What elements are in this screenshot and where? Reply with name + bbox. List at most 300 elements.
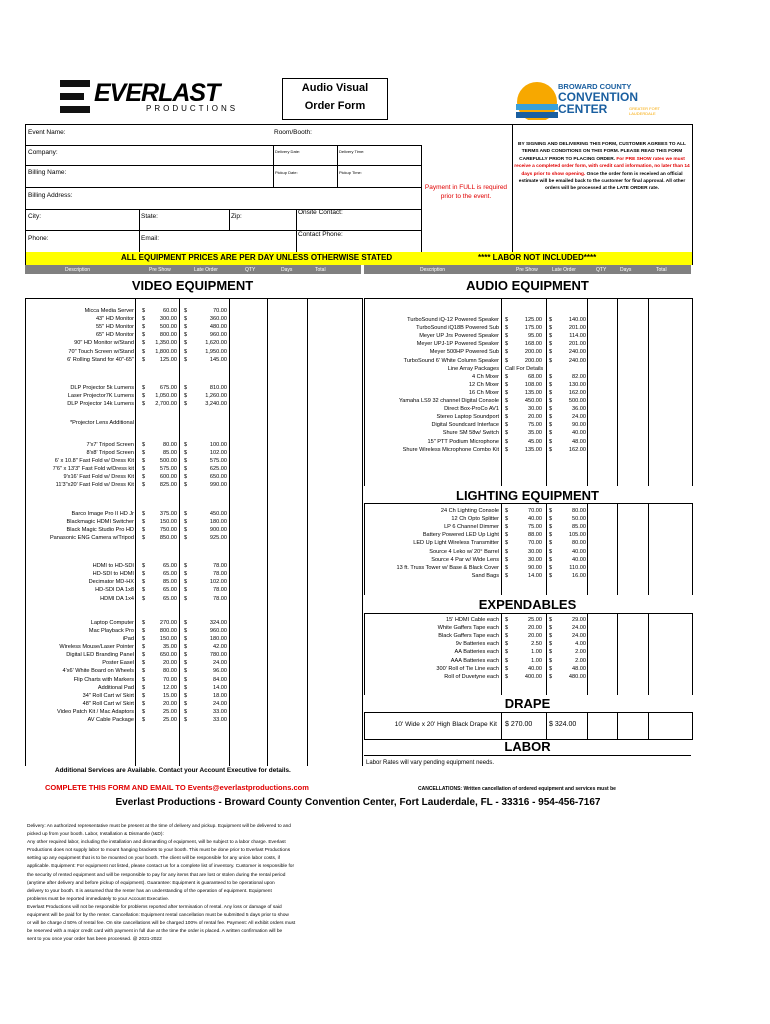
item-description: 9'x16' Fast Fold w/ Dress Kit (63, 474, 134, 481)
dollar-sign: $ (505, 633, 509, 640)
item-description: LP 6 Channel Dimmer (444, 524, 499, 531)
dollar-sign: $ (505, 446, 509, 453)
legal-line: (anytime after delivery and before pickup of equipment). Guarantee: Equipment is guaranteed to be operational upon (27, 880, 275, 886)
dollar-sign: $ (505, 508, 509, 514)
late-order-price: 360.00 (209, 316, 227, 323)
table-row (26, 643, 362, 651)
dollar-sign: $ (142, 636, 146, 643)
pre-show-price: 70.00 (528, 540, 542, 547)
late-order-price: 100.00 (209, 441, 227, 448)
table-row (26, 449, 362, 457)
table-row (26, 619, 362, 627)
dollar-sign: $ (505, 524, 509, 531)
dollar-sign: $ (505, 357, 509, 364)
item-description: iPad (122, 636, 134, 643)
pre-show-price: 375.00 (159, 510, 177, 517)
pre-show-price: 825.00 (159, 482, 177, 489)
dollar-sign: $ (184, 668, 188, 675)
item-description: Digital LED Branding Panel (66, 652, 134, 659)
pre-show-price: 135.00 (524, 389, 542, 396)
late-order-price: 70.00 (213, 308, 227, 314)
table-row (365, 324, 692, 332)
dollar-sign: $ (184, 619, 188, 626)
table-row (365, 429, 692, 437)
item-description: 6' Rolling Stand for 40"-65" (67, 356, 134, 363)
table-row (26, 518, 362, 526)
item-description: 15' HDMI Cable each (446, 617, 499, 623)
dollar-sign: $ (142, 571, 146, 578)
table-row (26, 586, 362, 594)
dollar-sign: $ (549, 325, 553, 332)
late-order-price: 24.00 (213, 660, 227, 667)
pre-show-price: 135.00 (524, 446, 542, 453)
late-order-price: 1,620.00 (205, 340, 227, 347)
pre-show-price: 200.00 (524, 349, 542, 356)
pre-show-price: 30.00 (528, 556, 542, 563)
dollar-sign: $ (549, 625, 553, 632)
prices-banner (25, 252, 693, 265)
contact-phone-label: Contact Phone: (298, 231, 343, 238)
dollar-sign: $ (142, 441, 146, 448)
pre-show-price: 65.00 (163, 563, 177, 570)
dollar-sign: $ (549, 381, 553, 388)
dollar-sign: $ (184, 644, 188, 651)
pre-show-price: 95.00 (528, 333, 542, 340)
table-row (26, 676, 362, 684)
late-order-price: 780.00 (209, 652, 227, 659)
late-order-price: 48.00 (572, 665, 586, 672)
dollar-sign: $ (549, 649, 553, 656)
dollar-sign: $ (184, 441, 188, 448)
table-row (26, 578, 362, 586)
table-row (365, 373, 692, 381)
legal-line: sent to you once your order has been processed. @ 2021-2022 (27, 937, 162, 943)
dollar-sign: $ (549, 572, 553, 579)
late-order-price: 810.00 (209, 384, 227, 391)
item-description: Poster Easel (102, 660, 134, 667)
dollar-sign: $ (505, 572, 509, 579)
item-description: 16 Ch Mixer (468, 389, 499, 396)
pre-show-price: 450.00 (524, 398, 542, 404)
dollar-sign: $ (184, 324, 188, 331)
pre-show-price: 1,800.00 (155, 348, 177, 355)
pre-show-price: 35.00 (528, 430, 542, 437)
item-description: Shure Wireless Microphone Combo Kit (402, 446, 499, 453)
labor-box (364, 755, 691, 784)
item-description: Sand Bags (471, 572, 499, 579)
late-order-price: 1,950.00 (205, 348, 227, 355)
dollar-sign: $ (505, 657, 509, 664)
pre-show-price: 30.00 (528, 406, 542, 413)
table-row (365, 515, 692, 523)
table-row (26, 465, 362, 473)
pre-show-price: 650.00 (159, 652, 177, 659)
pre-show-price: 40.00 (528, 665, 542, 672)
late-order-price: 80.00 (572, 540, 586, 547)
item-description: DLP Projector 14k Lumens (67, 401, 134, 408)
dollar-sign: $ (549, 373, 553, 380)
legal-line: applicable. Equipment: For equipment not listed, please contact us for a complete list of inventory. Customer is responsible for (27, 864, 295, 870)
table-row (365, 616, 692, 624)
table-row (26, 700, 362, 708)
late-order-price: 18.00 (213, 692, 227, 699)
dollar-sign: $ (505, 422, 509, 429)
dollar-sign: $ (142, 474, 146, 481)
pre-show-price: 65.00 (163, 595, 177, 602)
item-description: Mac Playback Pro (88, 627, 134, 634)
item-description: Panasonic ENG Camera w/Tripod (49, 534, 134, 541)
item-description: AA Batteries each (454, 649, 499, 656)
late-order-price: 140.00 (568, 317, 586, 323)
pre-show-price: 1.00 (531, 649, 542, 656)
labor-note: Labor Rates will vary pending equipment needs. (366, 760, 495, 766)
table-row (26, 716, 362, 724)
dollar-sign: $ (505, 333, 509, 340)
table-row (365, 665, 692, 673)
dollar-sign: $ (184, 571, 188, 578)
table-row (365, 348, 692, 356)
drape-pre-price: $ 270.00 (505, 721, 533, 728)
item-description: 7'6" x 13'3" Fast Fold w/Dress kit (52, 465, 134, 472)
item-description: HDMI to HD-SDI (92, 563, 134, 570)
item-description: Digital Soundcard Interface (431, 422, 499, 429)
item-description: 13 ft. Truss Tower w/ Base & Black Cover (396, 564, 499, 571)
item-description: Shure SM 58w/ Switch (442, 430, 499, 437)
item-description: AAA Batteries each (450, 657, 499, 664)
table-row (26, 307, 362, 315)
dollar-sign: $ (142, 717, 146, 724)
late-order-price: 240.00 (568, 357, 586, 364)
pre-show-price: 12.00 (163, 684, 177, 691)
dollar-sign: $ (549, 406, 553, 413)
pickup-date-label: Pickup Date: (275, 170, 298, 175)
dollar-sign: $ (142, 700, 146, 707)
audio-table (364, 298, 693, 486)
room-booth-label: Room/Booth: (274, 129, 312, 136)
dollar-sign: $ (184, 348, 188, 355)
table-row (26, 635, 362, 643)
table-row (365, 389, 692, 397)
lighting-section-title: LIGHTING EQUIPMENT (456, 488, 599, 503)
dollar-sign: $ (142, 457, 146, 464)
late-order-price: 240.00 (568, 349, 586, 356)
item-description: Source 4 Par w/ Wide Lens (431, 556, 499, 563)
pre-show-price: 675.00 (159, 384, 177, 391)
legal-text (27, 823, 357, 944)
pre-show-price: 600.00 (159, 474, 177, 481)
item-description: 11'3"x20' Fast Fold w/ Dress Kit (55, 482, 134, 489)
video-footer-note: Additional Services are Available. Contact your Account Executive for details. (55, 767, 291, 774)
video-section-title: VIDEO EQUIPMENT (131, 278, 254, 293)
dollar-sign: $ (184, 465, 188, 472)
state-label: State: (141, 213, 158, 220)
pre-show-price: 20.00 (163, 660, 177, 667)
table-row (26, 651, 362, 659)
dollar-sign: $ (142, 684, 146, 691)
legal-line: problems must be reported immediately to your Account Executive. (27, 896, 170, 902)
table-row (365, 438, 692, 446)
pre-show-price: 125.00 (524, 317, 542, 323)
table-row (365, 657, 692, 665)
pre-show-price: 400.00 (524, 673, 542, 680)
dollar-sign: $ (184, 717, 188, 724)
late-order-price: 201.00 (568, 341, 586, 348)
pre-show-price: 1.00 (531, 657, 542, 664)
legal-line: picked up from your booth. Labor, Installation & Dismantle (I&D): (27, 832, 164, 838)
late-order-price: 162.00 (568, 446, 586, 453)
table-row (26, 627, 362, 635)
audio-column-header: Description Pre Show Late Order QTY Days Total (364, 265, 691, 274)
table-row (26, 384, 362, 392)
late-order-price: 40.00 (572, 430, 586, 437)
legal-line: Productions does not supply labor to mount hanging brackets to your booth. This must be done prior to Everlast Productions (27, 848, 291, 854)
item-description: Video Patch Kit / Mac Adaptors (56, 708, 134, 715)
late-order-price: 78.00 (213, 563, 227, 570)
pre-show-price: 200.00 (524, 357, 542, 364)
late-order-price: 78.00 (213, 595, 227, 602)
expendables-table (364, 613, 693, 695)
item-description: Blackmagic HDMI Switcher (66, 518, 134, 525)
dollar-sign: $ (142, 518, 146, 525)
legal-line: be reserved with a major credit card with payment in full due at the time the order is placed. A written confirmation will be (27, 929, 283, 935)
legal-line: equipment will be paid for by the renter. Cancellation: Equipment rental cancellation must be submitted 5 days prior to show (27, 913, 289, 919)
pre-show-price: 75.00 (528, 422, 542, 429)
pre-show-price: 60.00 (163, 308, 177, 314)
pre-show-price: 2.50 (531, 641, 542, 648)
table-row (365, 357, 692, 365)
dollar-sign: $ (505, 516, 509, 523)
dollar-sign: $ (184, 340, 188, 347)
page-title: Audio Visual Order Form (282, 78, 388, 120)
dollar-sign: $ (184, 356, 188, 363)
pre-show-price: 75.00 (528, 524, 542, 531)
item-description: 4 Ch Mixer (471, 373, 499, 380)
dollar-sign: $ (142, 393, 146, 400)
item-description: 24 Ch Lighting Console (440, 508, 499, 514)
dollar-sign: $ (505, 617, 509, 623)
table-row (26, 692, 362, 700)
late-order-price: 40.00 (572, 548, 586, 555)
lighting-table (364, 503, 693, 595)
item-description: HDMI DA 1x4 (100, 595, 134, 602)
dollar-sign: $ (505, 349, 509, 356)
bccc-logo (508, 76, 688, 124)
item-description: 7'x7' Tripod Screen (86, 441, 134, 448)
item-description: Laser Projector7K Lumens (67, 393, 134, 400)
pre-show-price: 850.00 (159, 534, 177, 541)
late-order-price: 50.00 (572, 516, 586, 523)
dollar-sign: $ (549, 633, 553, 640)
pre-show-price: 800.00 (159, 332, 177, 339)
legal-line: or will be charge d 50% of rental fee. On site cancellations will be charged 100% of rental fee. Payment: All exhibit orders must (27, 921, 296, 927)
labor-section-title: LABOR (504, 739, 551, 754)
item-description: TurboSound 6' White Column Speaker (403, 357, 499, 364)
dollar-sign: $ (142, 510, 146, 517)
dollar-sign: $ (184, 660, 188, 667)
item-description: Laptop Computer (90, 619, 134, 626)
dollar-sign: $ (184, 627, 188, 634)
late-order-price: 102.00 (209, 579, 227, 586)
drape-table (364, 712, 693, 740)
pre-show-price: 35.00 (163, 644, 177, 651)
dollar-sign: $ (549, 317, 553, 323)
dollar-sign: $ (142, 676, 146, 683)
dollar-sign: $ (142, 563, 146, 570)
dollar-sign: $ (142, 324, 146, 331)
late-order-price: 201.00 (568, 325, 586, 332)
dollar-sign: $ (505, 438, 509, 445)
late-order-price: 14.00 (213, 684, 227, 691)
banner-left-text: ALL EQUIPMENT PRICES ARE PER DAY UNLESS OTHERWISE STATED (121, 253, 393, 262)
table-row (26, 473, 362, 481)
late-order-price: 90.00 (572, 422, 586, 429)
email-label: Email: (141, 235, 160, 242)
item-description: Source 4 Leko w/ 20° Barrel (429, 548, 499, 555)
late-order-price: 180.00 (209, 636, 227, 643)
dollar-sign: $ (142, 356, 146, 363)
dollar-sign: $ (142, 644, 146, 651)
complete-form-line: COMPLETE THIS FORM AND EMAIL TO Events@everlastproductions.com (45, 783, 309, 792)
dollar-sign: $ (549, 673, 553, 680)
dollar-sign: $ (184, 652, 188, 659)
dollar-sign: $ (184, 457, 188, 464)
late-order-price: 105.00 (568, 532, 586, 539)
late-order-price: 925.00 (209, 534, 227, 541)
dollar-sign: $ (549, 438, 553, 445)
table-row (365, 632, 692, 640)
pre-show-price: 500.00 (159, 324, 177, 331)
late-order-price: 2.00 (575, 657, 586, 664)
dollar-sign: $ (184, 595, 188, 602)
item-description: Battery Powered LED Up Light (422, 532, 499, 539)
dollar-sign: $ (142, 308, 146, 314)
item-description: Black Gaffers Tape each (438, 633, 499, 640)
legal-line: setting up any equipment that is to be mounted on your booth. The client will be responsible for any union labor costs, if (27, 856, 280, 862)
drape-late-price: $ 324.00 (549, 721, 577, 728)
dollar-sign: $ (549, 516, 553, 523)
dollar-sign: $ (184, 534, 188, 541)
item-description: AV Cable Package (87, 717, 134, 724)
dollar-sign: $ (505, 673, 509, 680)
drape-desc: 10' Wide x 20' High Black Drape Kit (394, 721, 497, 728)
video-table (25, 298, 363, 766)
dollar-sign: $ (142, 482, 146, 489)
late-order-price: 162.00 (568, 389, 586, 396)
item-description: Meyer UP Jrs Powered Speaker (419, 333, 499, 340)
item-description: LED Up Light Wireless Transmitter (413, 540, 499, 547)
dollar-sign: $ (142, 668, 146, 675)
pre-show-price: 20.00 (528, 414, 542, 421)
dollar-sign: $ (505, 548, 509, 555)
late-order-price: 450.00 (209, 510, 227, 517)
pre-show-price: 1,350.00 (155, 340, 177, 347)
table-row (365, 446, 692, 454)
table-row (26, 595, 362, 603)
dollar-sign: $ (142, 587, 146, 594)
late-order-price: 16.00 (572, 572, 586, 579)
table-row (26, 708, 362, 716)
table-row (26, 356, 362, 364)
dollar-sign: $ (142, 316, 146, 323)
item-description: Roll of Duvetyne each (444, 673, 499, 680)
pre-show-price: 30.00 (528, 548, 542, 555)
pre-show-price: 25.00 (163, 717, 177, 724)
billing-name-label: Billing Name: (28, 169, 67, 176)
dollar-sign: $ (549, 657, 553, 664)
cancellation-line: CANCELLATIONS: Written cancellation of ordered equipment and services must be (418, 786, 616, 792)
delivery-date-label: Delivery Date: (275, 149, 301, 154)
dollar-sign: $ (184, 308, 188, 314)
late-order-price: 33.00 (213, 717, 227, 724)
item-description: Yamaha LS9 32 channel Digital Console (398, 398, 499, 404)
dollar-sign: $ (549, 357, 553, 364)
dollar-sign: $ (142, 534, 146, 541)
dollar-sign: $ (184, 384, 188, 391)
dollar-sign: $ (142, 692, 146, 699)
item-description: 9v Batteries each (455, 641, 499, 648)
late-order-price: 900.00 (209, 526, 227, 533)
footer-title: Everlast Productions - Broward County Convention Center, Fort Lauderdale, FL - 33316 - 954-456-7167 (115, 797, 601, 808)
late-order-price: 24.00 (213, 700, 227, 707)
table-row (365, 332, 692, 340)
dollar-sign: $ (184, 393, 188, 400)
table-row (26, 400, 362, 408)
table-row (26, 457, 362, 465)
dollar-sign: $ (184, 684, 188, 691)
bccc-mid2: CENTER (558, 102, 608, 116)
item-description: Additional Pad (97, 684, 134, 691)
dollar-sign: $ (142, 340, 146, 347)
dollar-sign: $ (184, 676, 188, 683)
dollar-sign: $ (505, 532, 509, 539)
late-order-price: 96.00 (213, 668, 227, 675)
late-order-price: 78.00 (213, 571, 227, 578)
bccc-top: BROWARD COUNTY (558, 82, 632, 91)
late-order-price: 24.00 (572, 633, 586, 640)
dollar-sign: $ (549, 617, 553, 623)
table-row (26, 684, 362, 692)
pre-show-price: 40.00 (528, 516, 542, 523)
pre-show-price: 25.00 (163, 708, 177, 715)
dollar-sign: $ (142, 348, 146, 355)
table-row (365, 421, 692, 429)
late-order-price: 36.00 (572, 406, 586, 413)
dollar-sign: $ (549, 389, 553, 396)
table-row (26, 526, 362, 534)
table-row (365, 640, 692, 648)
dollar-sign: $ (184, 332, 188, 339)
dollar-sign: $ (184, 587, 188, 594)
table-row (26, 315, 362, 323)
table-row (365, 648, 692, 656)
table-row (26, 441, 362, 449)
dollar-sign: $ (549, 532, 553, 539)
dollar-sign: $ (505, 540, 509, 547)
dollar-sign: $ (184, 401, 188, 408)
late-order-price: 3,240.00 (205, 401, 227, 408)
pre-show-price: 80.00 (163, 668, 177, 675)
table-row (26, 339, 362, 347)
table-row (26, 534, 362, 542)
late-order-price: 33.00 (213, 708, 227, 715)
dollar-sign: $ (184, 482, 188, 489)
dollar-sign: $ (184, 518, 188, 525)
pre-show-price: 175.00 (524, 325, 542, 332)
table-row (365, 507, 692, 515)
dollar-sign: $ (505, 430, 509, 437)
late-order-price: 625.00 (209, 465, 227, 472)
phone-label: Phone: (28, 235, 49, 242)
